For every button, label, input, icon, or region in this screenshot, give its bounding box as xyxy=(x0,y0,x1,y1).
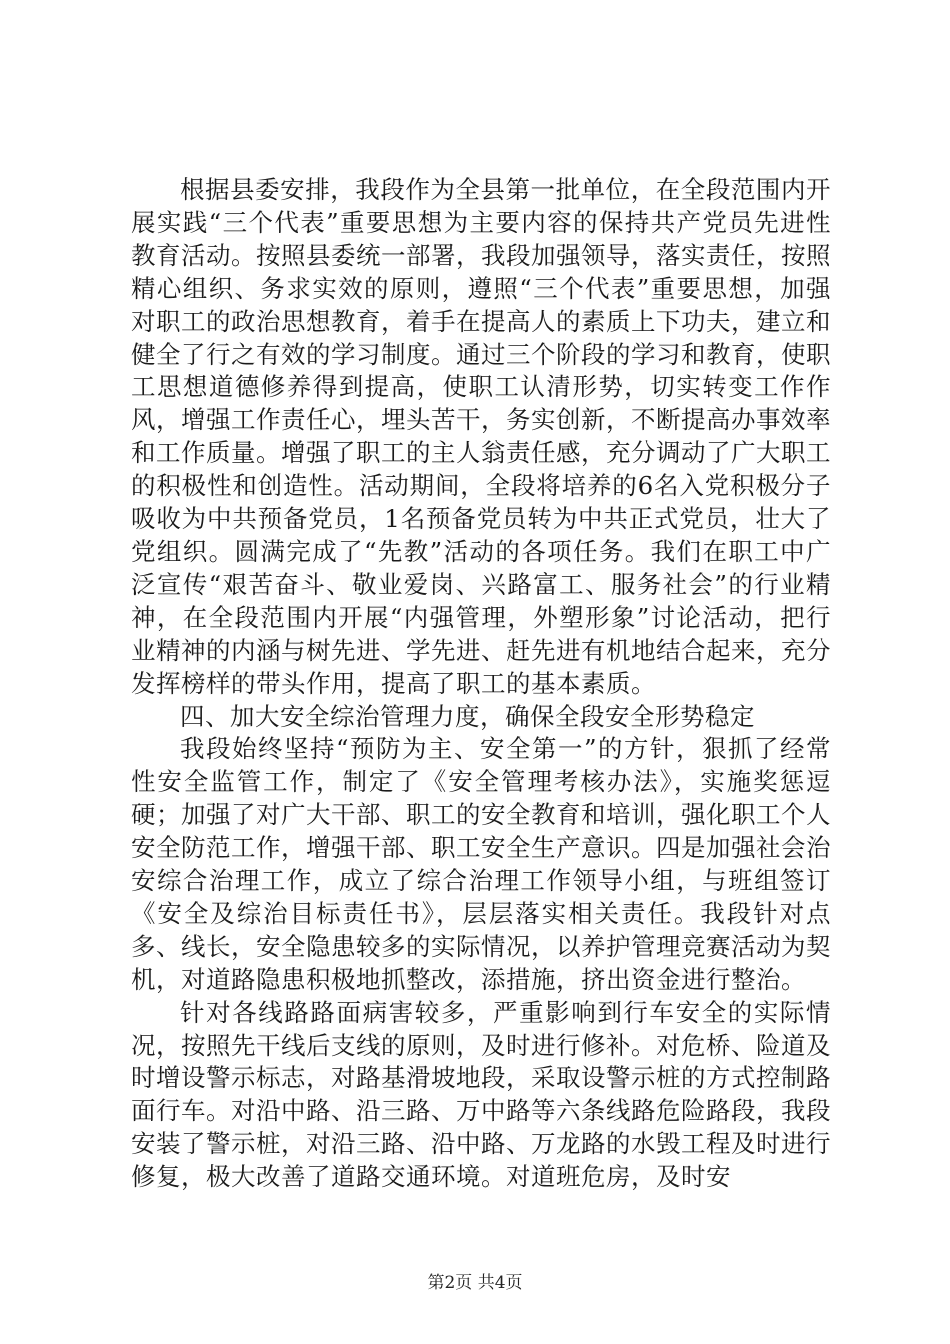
paragraph-road-repair: 针对各线路路面病害较多，严重影响到行车安全的实际情况，按照先干线后支线的原则，及时进行修补。对危桥、险道及时增设警示标志，对路基滑坡地段，采取设警示桩的方式控制路面行车。对沿中路、沿三路、万中路等六条线路危险路段，我段安装了警示桩，对沿三路、沿中路、万龙路的水毁工程及时进行修复，极大改善了道路交通环境。对道班危房，及时安 xyxy=(131,997,831,1192)
page-number-footer: 第2页 共4页 xyxy=(427,1273,523,1293)
section-heading-safety: 四、加大安全综治管理力度，确保全段安全形势稳定 xyxy=(180,701,755,731)
paragraph-safety-management: 我段始终坚持“预防为主、安全第一”的方针，狠抓了经常性安全监管工作，制定了《安全管理考核办法》，实施奖惩逗硬；加强了对广大干部、职工的安全教育和培训，强化职工个人安全防范工作，增强干部、职工安全生产意识。四是加强社会治安综合治理工作，成立了综合治理工作领导小组，与班组签订《安全及综治目标责任书》，层层落实相关责任。我段针对点多、线长，安全隐患较多的实际情况，以养护管理竞赛活动为契机，对道路隐患积极地抓整改，添措施，挤出资金进行整治。 xyxy=(131,734,831,994)
paragraph-advanced-education: 根据县委安排，我段作为全县第一批单位，在全段范围内开展实践“三个代表”重要思想为主要内容的保持共产党员先进性教育活动。按照县委统一部署，我段加强领导，落实责任，按照精心组织、务求实效的原则，遵照“三个代表”重要思想，加强对职工的政治思想教育，着手在提高人的素质上下功夫，建立和健全了行之有效的学习制度。通过三个阶段的学习和教育，使职工思想道德修养得到提高，使职工认清形势，切实转变工作作风，增强工作责任心，埋头苦干，务实创新，不断提高办事效率和工作质量。增强了职工的主人翁责任感，充分调动了广大职工的积极性和创造性。活动期间，全段将培养的6名入党积极分子吸收为中共预备党员，1名预备党员转为中共正式党员，壮大了党组织。圆满完成了“先教”活动的各项任务。我们在职工中广泛宣传“艰苦奋斗、敬业爱岗、兴路富工、服务社会”的行业精神，在全段范围内开展“内强管理，外塑形象”讨论活动，把行业精神的内涵与树先进、学先进、赶先进有机地结合起来，充分发挥榜样的带头作用，提高了职工的基本素质。 xyxy=(131,175,831,698)
document-body xyxy=(131,174,831,1194)
